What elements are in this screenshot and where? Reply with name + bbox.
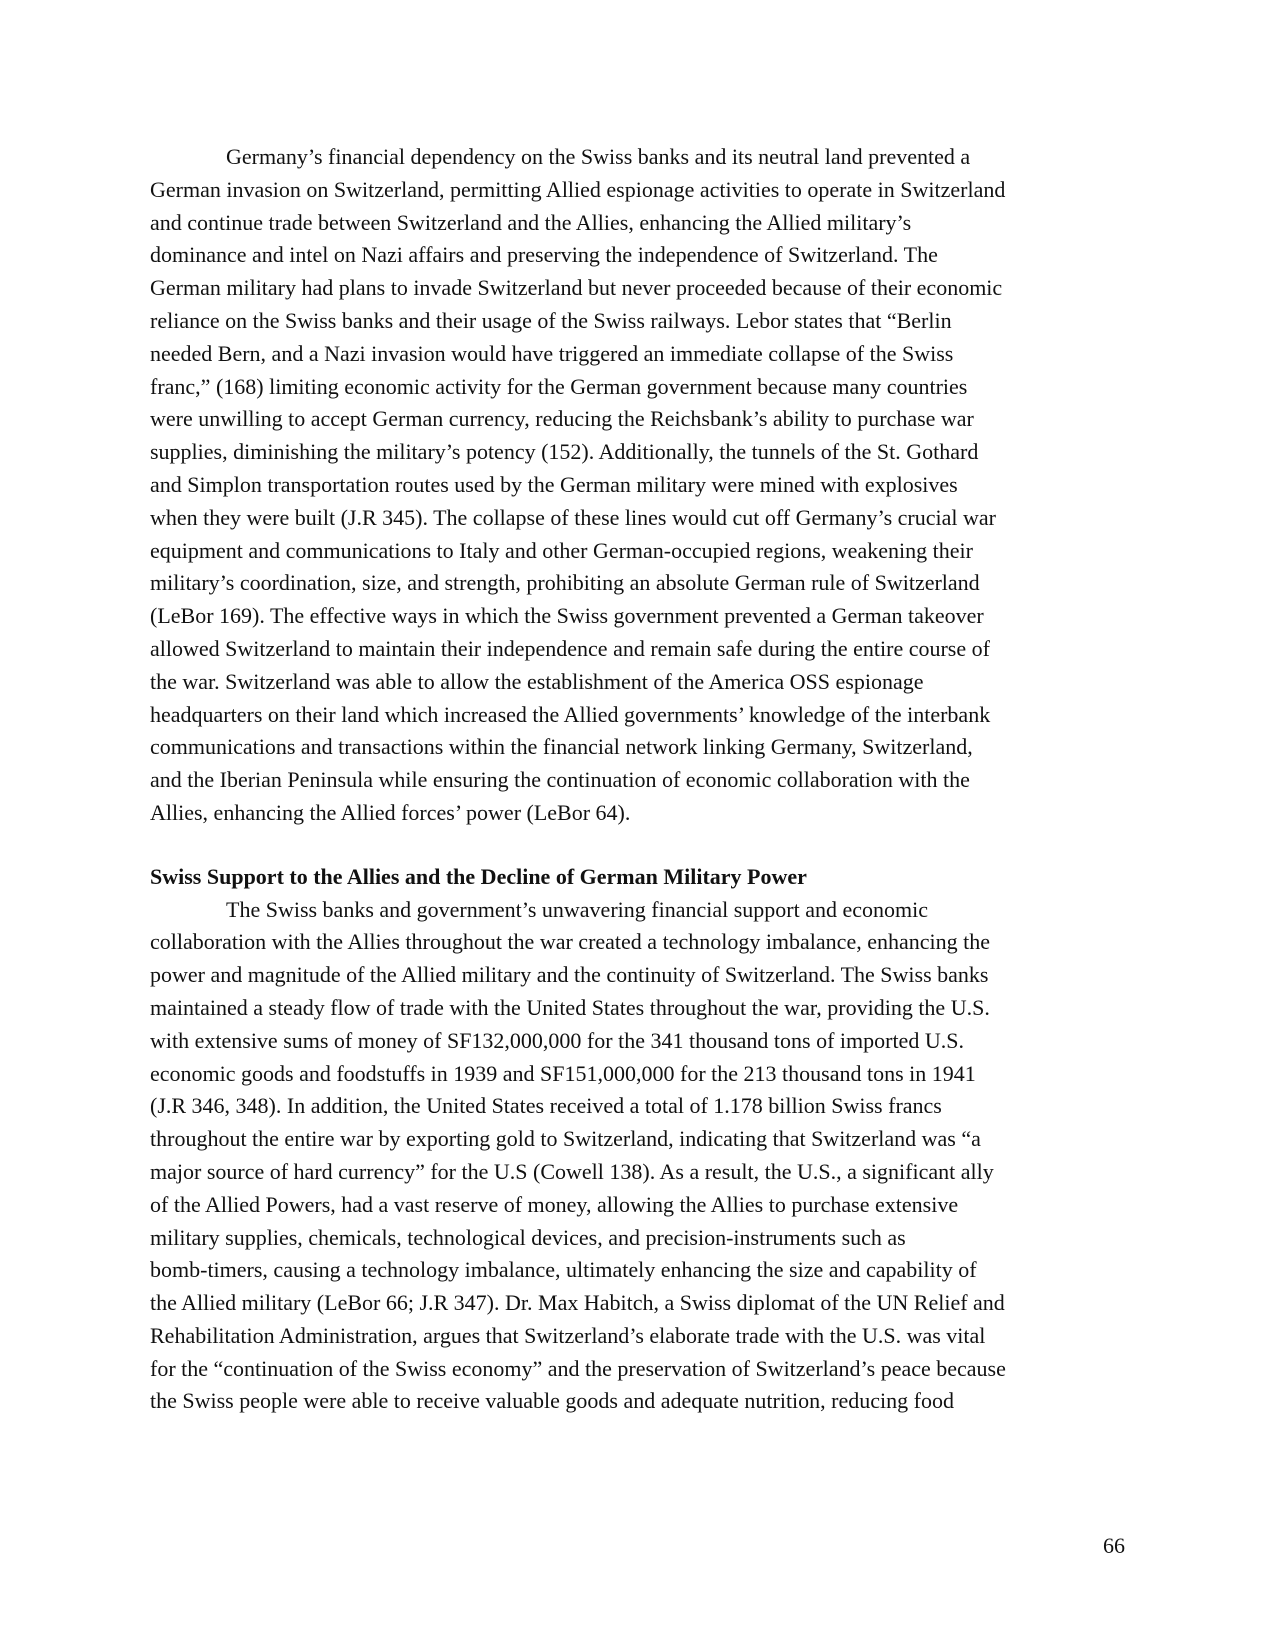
paragraph-line: of the Allied Powers, had a vast reserve of money, allowing the Allies to purchase extensive [150,1191,959,1217]
paragraph-line: Germany’s financial dependency on the Swiss banks and its neutral land prevented a [226,144,971,169]
paragraph-line: with extensive sums of money of SF132,000,000 for the 341 thousand tons of imported U.S. [150,1027,964,1053]
paragraph-line: equipment and communications to Italy and other German-occupied regions, weakening their [150,537,973,563]
paragraph-line: the Allied military (LeBor 66; J.R 347). Dr. Max Habitch, a Swiss diplomat of the UN Relief and [150,1290,1005,1316]
paragraph-line: throughout the entire war by exporting gold to Switzerland, indicating that Switzerland was “a [150,1126,981,1152]
paragraph-line: needed Bern, and a Nazi invasion would have triggered an immediate collapse of the Swiss [150,340,954,366]
paragraph-line: major source of hard currency” for the U.S (Cowell 138). As a result, the U.S., a significant ally [150,1158,994,1184]
paragraph-line: the Swiss people were able to receive valuable goods and adequate nutrition, reducing food [150,1388,954,1414]
paragraph-line: communications and transactions within the financial network linking Germany, Switzerland, [150,734,973,760]
paragraph-line: allowed Switzerland to maintain their independence and remain safe during the entire course of [150,635,990,661]
paragraph-line: collaboration with the Allies throughout the war created a technology imbalance, enhancing the [150,929,990,955]
paragraph-line: headquarters on their land which increased the Allied governments’ knowledge of the interbank [150,701,991,727]
paragraph-line: the war. Switzerland was able to allow the establishment of the America OSS espionage [150,668,924,694]
paragraph-line: (J.R 346, 348). In addition, the United States received a total of 1.178 billion Swiss francs [150,1093,942,1119]
paragraph-line: The Swiss banks and government’s unwavering financial support and economic [226,896,929,922]
paragraph-line: German invasion on Switzerland, permitting Allied espionage activities to operate in Switzerland [150,176,1006,202]
paragraph-line: and continue trade between Switzerland and the Allies, enhancing the Allied military’s [150,209,912,235]
paragraph-swiss-neutrality [150,141,1125,830]
paragraph-line: (LeBor 169). The effective ways in which the Swiss government prevented a German takeover [150,603,984,629]
paragraph-line: and Simplon transportation routes used by the German military were mined with explosives [150,471,958,497]
paragraph-line: bomb-timers, causing a technology imbalance, ultimately enhancing the size and capability of [150,1257,977,1283]
paragraph-line: were unwilling to accept German currency, reducing the Reichsbank’s ability to purchase war [150,406,974,432]
paragraph-line: dominance and intel on Nazi affairs and preserving the independence of Switzerland. The [150,242,938,268]
paragraph-line: Rehabilitation Administration, argues that Switzerland’s elaborate trade with the U.S. was vital [150,1322,986,1348]
paragraph-line: German military had plans to invade Switzerland but never proceeded because of their economic [150,275,1003,301]
paragraph-line: when they were built (J.R 345). The collapse of these lines would cut off Germany’s crucial war [150,504,996,530]
section-heading: Swiss Support to the Allies and the Decline of German Military Power [150,863,807,889]
paragraph-line: economic goods and foodstuffs in 1939 and SF151,000,000 for the 213 thousand tons in 1941 [150,1060,976,1086]
paragraph-line: supplies, diminishing the military’s potency (152). Additionally, the tunnels of the St. Gothard [150,439,979,465]
paragraph-line: and the Iberian Peninsula while ensuring the continuation of economic collaboration with the [150,767,970,793]
paragraph-swiss-support [150,894,1125,1419]
page-body [150,141,1125,1418]
page-number: 66 [1103,1533,1125,1558]
paragraph-line: franc,” (168) limiting economic activity for the German government because many countries [150,373,968,399]
paragraph-line: Allies, enhancing the Allied forces’ power (LeBor 64). [150,799,631,825]
paragraph-line: reliance on the Swiss banks and their usage of the Swiss railways. Lebor states that “Berlin [150,307,952,333]
paragraph-line: military’s coordination, size, and strength, prohibiting an absolute German rule of Switzerland [150,570,980,596]
paragraph-line: for the “continuation of the Swiss economy” and the preservation of Switzerland’s peace because [150,1355,1006,1381]
paragraph-line: military supplies, chemicals, technological devices, and precision-instruments such as [150,1224,906,1250]
paragraph-line: power and magnitude of the Allied military and the continuity of Switzerland. The Swiss banks [150,962,989,988]
paragraph-line: maintained a steady flow of trade with the United States throughout the war, providing the U.S. [150,994,990,1020]
